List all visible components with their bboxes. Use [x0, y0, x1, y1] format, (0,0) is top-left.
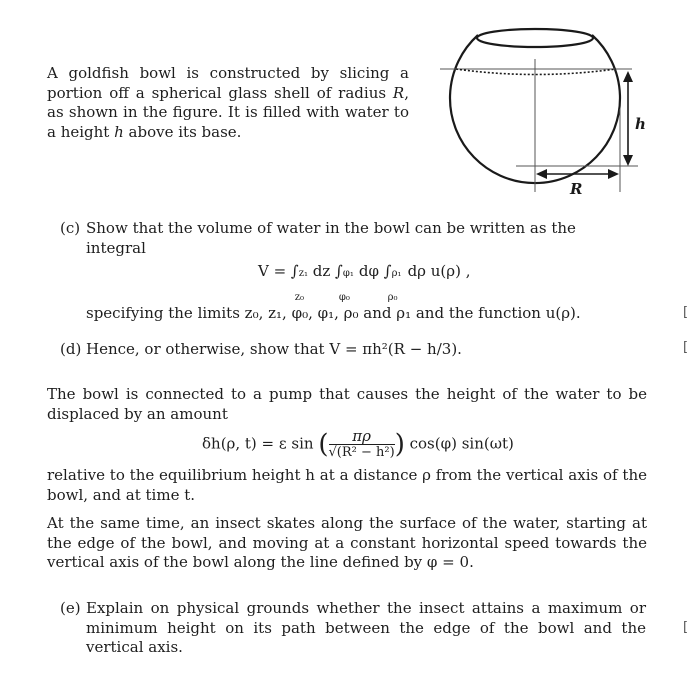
h-arrow-head-bottom: [623, 155, 633, 166]
limit-z0: z₀: [294, 292, 305, 303]
integral-lhs: V = ∫: [258, 262, 299, 280]
part-e-text: Explain on physical grounds whether the insect attains a maximum or minimum height on its path between the edge of the bowl and the vertical axis.: [86, 599, 646, 656]
limit-z1: z₁: [298, 268, 309, 279]
label-R: R: [570, 180, 583, 198]
part-c-specifying: specifying the limits z₀, z₁, φ₀, φ₁, ρ₀ and ρ₁ and the function u(ρ).: [86, 304, 581, 322]
intro-text-1: A goldfish bowl is constructed by slicing a portion off a spherical glass shell of radius: [47, 64, 409, 102]
pump-paragraph: The bowl is connected to a pump that causes the height of the water to be displaced by an amount: [47, 385, 647, 423]
fraction-denominator: √(R² − h²): [328, 445, 395, 460]
intro-var-h: h: [114, 122, 124, 141]
edge-mark-2: [: [683, 340, 689, 355]
part-c-label: (c): [60, 219, 81, 237]
intro-var-R: R: [392, 83, 405, 102]
bowl-figure: [420, 14, 650, 199]
intro-paragraph: [47, 64, 409, 142]
integral-tail: dρ u(ρ) ,: [407, 262, 471, 280]
label-h: h: [635, 115, 646, 133]
relative-paragraph: relative to the equilibrium height h at a distance ρ from the vertical axis of the bowl, and at time t.: [47, 466, 647, 504]
limit-phi1: φ₁: [342, 268, 354, 279]
intro-text-3: above its base.: [123, 122, 242, 141]
part-e-label: (e): [60, 599, 81, 617]
edge-mark-3: [: [683, 620, 689, 635]
volume-integral: [258, 262, 471, 303]
part-d-text: Hence, or otherwise, show that V = πh²(R − h/3).: [86, 340, 462, 358]
limit-rho1: ρ₁: [391, 268, 402, 279]
r-arrow-head-right: [608, 169, 619, 179]
edge-mark-1: [: [683, 305, 689, 320]
formula-lhs: δh(ρ, t) = ε sin: [202, 434, 314, 453]
integral-dz: dz ∫: [312, 262, 343, 280]
formula-rhs: cos(φ) sin(ωt): [409, 434, 514, 453]
insect-paragraph: At the same time, an insect skates along the surface of the water, starting at the edge of the bowl, and moving at a constant horizontal speed towards the vertical axis of the bowl along the line defined by φ = 0.: [47, 514, 647, 571]
displacement-formula: δh(ρ, t) = ε sin ( $\frac{\pi\rho}{\text{√(R² − h²)}}$ ) cos(φ) sin(ωt): [202, 427, 514, 460]
water-surface-dotted: [456, 69, 616, 75]
h-arrow-head-top: [623, 71, 633, 82]
r-arrow-head-left: [536, 169, 547, 179]
integral-dphi: dφ ∫: [358, 262, 392, 280]
fraction-numerator: πρ: [329, 428, 395, 445]
part-c-text: Show that the volume of water in the bowl can be written as the integral: [86, 219, 576, 257]
limit-phi0: φ₀: [338, 292, 350, 303]
intro-text-2: , as shown in the figure. It is filled with water to a height: [47, 83, 409, 141]
part-d-label: (d): [60, 340, 82, 358]
limit-rho0: ρ₀: [387, 292, 398, 303]
bowl-rim: [477, 29, 593, 47]
